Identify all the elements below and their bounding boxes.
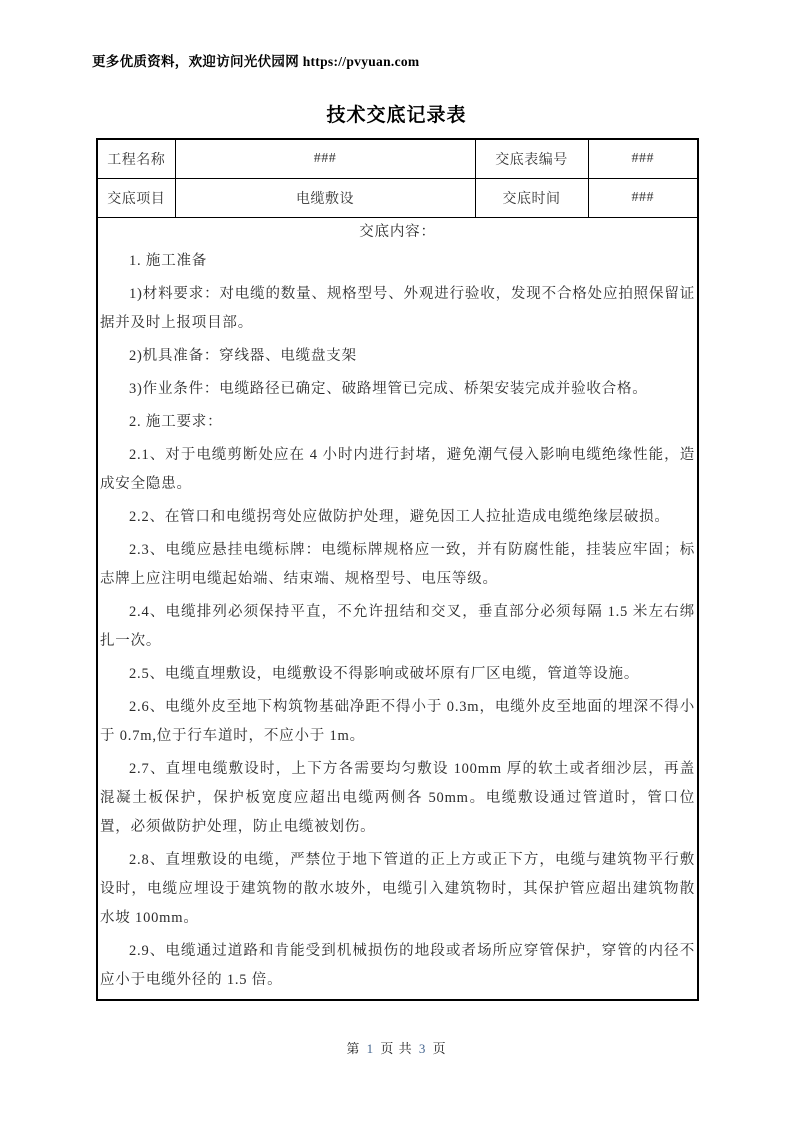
disclosure-item-label: 交底项目 — [97, 179, 175, 218]
disclosure-time-label: 交底时间 — [475, 179, 588, 218]
footer-suffix: 页 — [432, 1041, 447, 1056]
content-paragraph: 3)作业条件：电缆路径已确定、破路埋管已完成、桥架安装完成并验收合格。 — [129, 381, 648, 397]
content-paragraph: 2.7、直埋电缆敷设时，上下方各需要均匀敷设 100mm 厚的软土或者细沙层，再盖混凝土板保护，保护板宽度应超出电缆两侧各 50mm。电缆敷设通过管道时，管口位置，必须做防护处理，防止电缆被划伤。 — [100, 761, 695, 835]
content-paragraph: 2. 施工要求： — [129, 414, 223, 430]
form-number-label: 交底表编号 — [475, 139, 588, 179]
content-paragraph: 2.5、电缆直埋敷设，电缆敷设不得影响或破坏原有厂区电缆，管道等设施。 — [129, 666, 640, 682]
content-paragraph: 2.1、对于电缆剪断处应在 4 小时内进行封堵，避免潮气侵入影响电缆绝缘性能，造成安全隐患。 — [100, 447, 695, 492]
content-paragraph: 2.6、电缆外皮至地下构筑物基础净距不得小于 0.3m，电缆外皮至地面的埋深不得小于 0.7m,位于行车道时，不应小于 1m。 — [100, 699, 695, 744]
content-paragraph: 2.4、电缆排列必须保持平直，不允许扭结和交叉，垂直部分必须每隔 1.5 米左右绑扎一次。 — [100, 604, 695, 649]
content-paragraph: 2)机具准备：穿线器、电缆盘支架 — [129, 348, 357, 364]
content-paragraph: 1. 施工准备 — [129, 253, 208, 269]
page-title: 技术交底记录表 — [326, 105, 467, 126]
promo-link[interactable]: https://pvyuan.com — [302, 54, 420, 69]
content-paragraph: 2.2、在管口和电缆拐弯处应做防护处理，避免因工人拉扯造成电缆绝缘层破损。 — [129, 509, 670, 525]
content-paragraphs — [100, 247, 695, 995]
content-paragraph: 2.9、电缆通过道路和肯能受到机械损伤的地段或者场所应穿管保护，穿管的内径不应小于电缆外径的 1.5 倍。 — [100, 943, 695, 988]
table-row — [97, 179, 698, 218]
project-name-value: ### — [175, 139, 475, 179]
table-row — [97, 218, 698, 1001]
page-footer — [0, 1038, 793, 1057]
disclosure-table — [96, 138, 699, 1001]
promo-text: 更多优质资料，欢迎访问光伏园网 — [92, 54, 299, 69]
content-paragraph: 2.8、直埋敷设的电缆，严禁位于地下管道的正上方或正下方，电缆与建筑物平行敷设时，电缆应埋设于建筑物的散水坡外，电缆引入建筑物时，其保护管应超出建筑物散水坡 100mm。 — [100, 852, 695, 926]
footer-prefix: 第 — [346, 1041, 361, 1056]
content-paragraph: 2.3、电缆应悬挂电缆标牌：电缆标牌规格应一致，并有防腐性能，挂装应牢固；标志牌上应注明电缆起始端、结束端、规格型号、电压等级。 — [100, 542, 695, 587]
footer-middle: 页 共 — [380, 1041, 413, 1056]
disclosure-time-value: ### — [588, 179, 698, 218]
content-paragraph: 1)材料要求：对电缆的数量、规格型号、外观进行验收，发现不合格处应拍照保留证据并及时上报项目部。 — [100, 286, 695, 331]
footer-total-pages: 3 — [418, 1041, 427, 1056]
content-label: 交底内容： — [359, 224, 436, 240]
content-cell — [97, 218, 698, 1001]
table-row — [97, 139, 698, 179]
promo-header — [92, 50, 419, 70]
project-name-label: 工程名称 — [97, 139, 175, 179]
form-number-value: ### — [588, 139, 698, 179]
footer-page-number: 1 — [366, 1041, 375, 1056]
disclosure-item-value: 电缆敷设 — [175, 179, 475, 218]
